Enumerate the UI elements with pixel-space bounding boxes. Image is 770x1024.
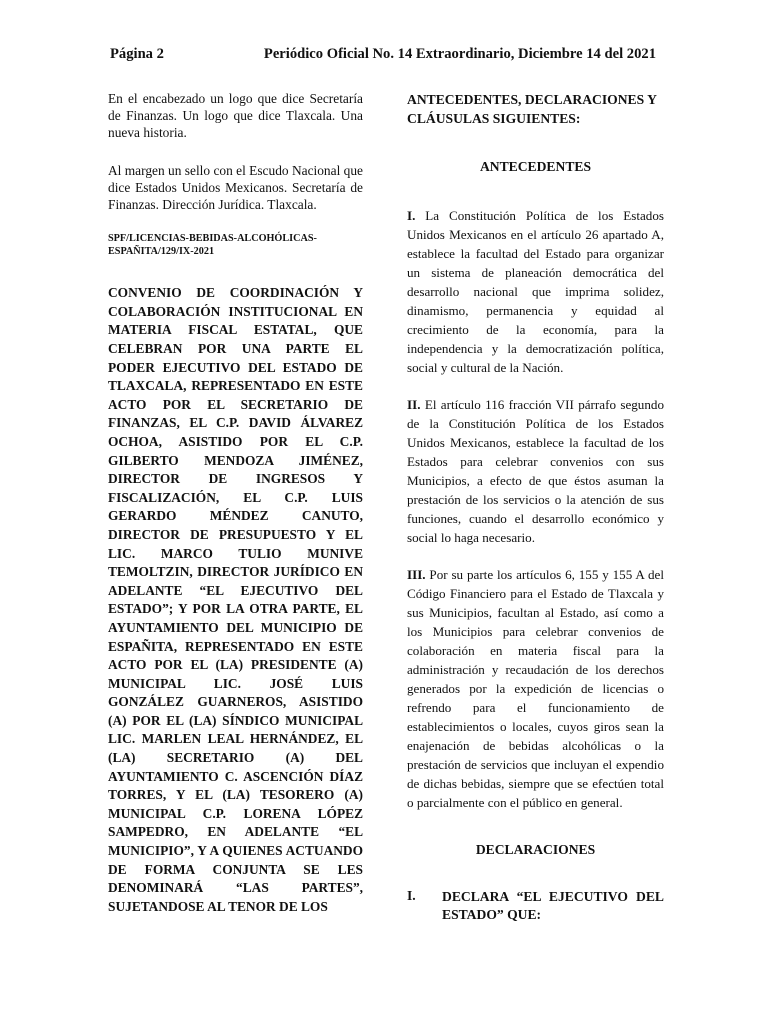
antecedente-2-text: El artículo 116 fracción VII párrafo segundo de la Constitución Política de los Estados Unidos Mexicanos, establece la facultad de los Estados para celebrar convenios con sus Municipios, a efecto de que éstos asuman la prestación de los servicios o la atención de sus funciones, cuando el desarrollo económico y social lo haga necesario. xyxy=(407,397,664,545)
page-header xyxy=(110,46,656,63)
seal-note: Al margen un sello con el Escudo Nacional que dice Estados Unidos Mexicanos. Secretaría de Finanzas. Dirección Jurídica. Tlaxcala. xyxy=(108,162,363,213)
declaracion-1-number: I. xyxy=(407,888,416,903)
antecedente-2-number: II. xyxy=(407,397,421,412)
antecedente-3 xyxy=(407,565,664,812)
antecedentes-heading: ANTECEDENTES xyxy=(479,159,592,174)
antecedente-2 xyxy=(407,395,664,547)
reference-code xyxy=(108,232,363,258)
reference-line-2: ESPAÑITA/129/IX-2021 xyxy=(108,246,215,258)
logo-note: En el encabezado un logo que dice Secretaría de Finanzas. Un logo que dice Tlaxcala. Una nueva historia. xyxy=(108,91,363,141)
publication-title: Periódico Oficial No. 14 Extraordinario, Diciembre 14 del 2021 xyxy=(263,46,656,62)
reference-line-1: SPF/LICENCIAS-BEBIDAS-ALCOHÓLICAS- xyxy=(108,233,317,245)
antecedente-1 xyxy=(407,206,664,377)
left-column xyxy=(108,90,363,916)
right-column xyxy=(407,90,664,924)
antecedente-1-text: La Constitución Política de los Estados Unidos Mexicanos en el artículo 26 apartado A, establece la facultad del Estado para organizar un sistema de planeación democrática del desarrollo nacional que imprima solidez, dinamismo, permanencia y equidad al crecimiento de la economía, para la independencia y la democratización política, social y cultural de la Nación. xyxy=(407,208,664,375)
antecedente-3-text: Por su parte los artículos 6, 155 y 155 A del Código Financiero para el Estado de Tlaxcala y sus Municipios, facultan al Estado, así como a los Municipios para celebrar convenios de colaboración en materia fiscal para la administración y recaudación de los derechos generados por la expedición de licencias o refrendo para el funcionamiento de establecimientos o locales, cuyos giros sean la enajenación de bebidas alcohólicas o la prestación de servicios que incluyan el expendio de dichas bebidas, siempre que se efectúen total o parcialmente con el público en general. xyxy=(407,567,664,810)
declaraciones-heading: DECLARACIONES xyxy=(475,842,596,857)
intro-title: ANTECEDENTES, DECLARACIONES Y CLÁUSULAS SIGUIENTES: xyxy=(407,92,657,126)
declaracion-1-text: DECLARA “EL EJECUTIVO DEL ESTADO” QUE: xyxy=(442,889,664,922)
page-number: Página 2 xyxy=(110,46,164,62)
convenio-title: CONVENIO DE COORDINACIÓN Y COLABORACIÓN INSTITUCIONAL EN MATERIA FISCAL ESTATAL, QUE CELEBRAN POR UNA PARTE EL PODER EJECUTIVO DEL ESTADO DE TLAXCALA, REPRESENTADO EN ESTE ACTO POR EL SECRETARIO DE FINANZAS, EL C.P. DAVID ÁLVAREZ OCHOA, ASISTIDO POR EL C.P. GILBERTO MENDOZA JIMÉNEZ, DIRECTOR DE INGRESOS Y FISCALIZACIÓN, EL C.P. LUIS GERARDO MÉNDEZ CANUTO, DIRECTOR DE PRESUPUESTO Y EL LIC. MARCO TULIO MUNIVE TEMOLTZIN, DIRECTOR JURÍDICO EN ADELANTE “EL EJECUTIVO DEL ESTADO”; Y POR LA OTRA PARTE, EL AYUNTAMIENTO DEL MUNICIPIO DE ESPAÑITA, REPRESENTADO EN ESTE ACTO POR EL (LA) PRESIDENTE (A) MUNICIPAL LIC. JOSÉ LUIS GONZÁLEZ GUARNEROS, ASISTIDO (A) POR EL (LA) SÍNDICO MUNICIPAL LIC. MARLEN LEAL HERNÁNDEZ, EL (LA) SECRETARIO (A) DEL AYUNTAMIENTO C. ASCENCIÓN DÍAZ TORRES, Y EL (LA) TESORERO (A) MUNICIPAL C.P. LORENA LÓPEZ SAMPEDRO, EN ADELANTE “EL MUNICIPIO”, Y A QUIENES ACTUANDO DE FORMA CONJUNTA SE LES DENOMINARÁ “LAS PARTES”, SUJETANDOSE AL TENOR DE LOS xyxy=(108,285,363,914)
antecedente-3-number: III. xyxy=(407,567,426,582)
antecedente-1-number: I. xyxy=(407,208,416,223)
declaracion-1 xyxy=(407,888,664,924)
